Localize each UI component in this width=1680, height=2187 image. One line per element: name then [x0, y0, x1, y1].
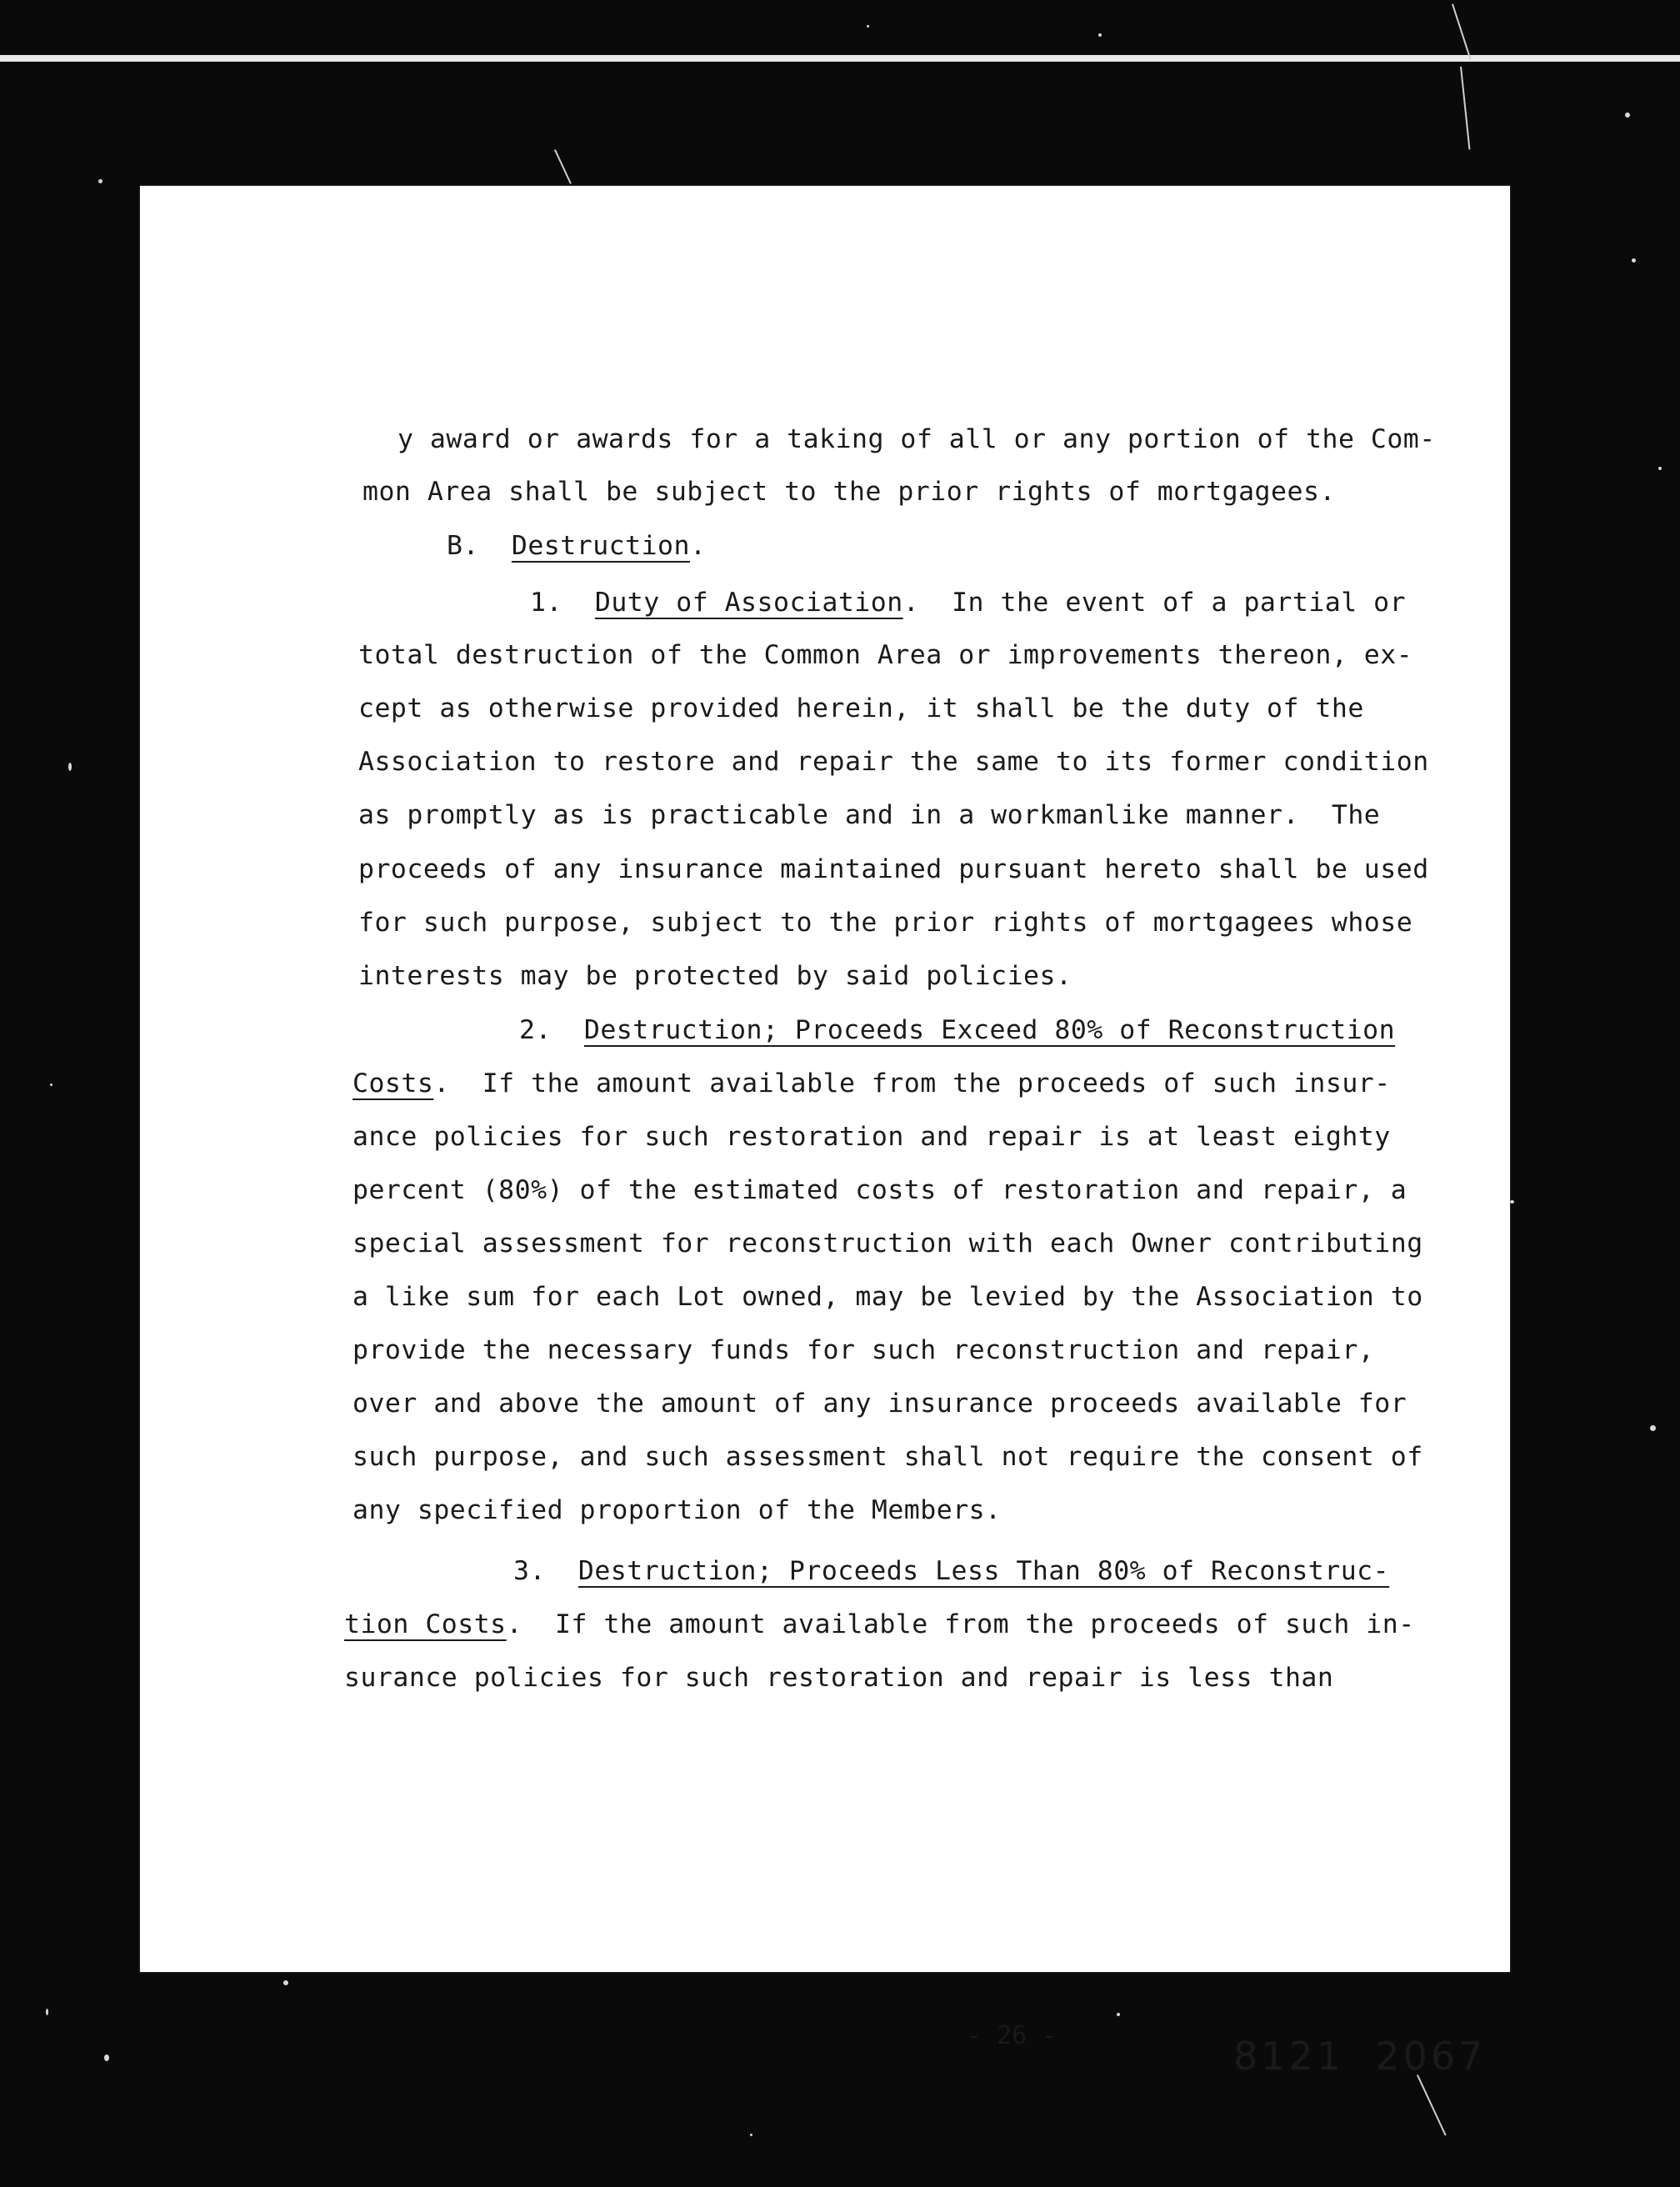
speck [68, 763, 72, 771]
item-title: Duty of Association [594, 588, 903, 618]
scratch [1460, 67, 1470, 150]
section-label: B. [447, 531, 479, 561]
item-heading-3 [513, 1554, 1389, 1588]
speck [1650, 1425, 1656, 1431]
item-title-cont: Costs [352, 1068, 434, 1099]
body-line: ance policies for such restoration and repair is at least eighty [352, 1122, 1391, 1152]
speck [104, 2054, 109, 2061]
document-number: 8121 2067 [1233, 2034, 1487, 2079]
scratch [1452, 3, 1472, 59]
body-line: percent (80%) of the estimated costs of restoration and repair, a [352, 1175, 1408, 1205]
speck [867, 25, 869, 28]
speck [750, 2134, 752, 2136]
body-line: such purpose, and such assessment shall not require the consent of [352, 1442, 1423, 1472]
body-line: cept as otherwise provided herein, it shall be the duty of the [358, 693, 1364, 723]
body-line: surance policies for such restoration and repair is less than [344, 1663, 1334, 1693]
scratch [1417, 2074, 1447, 2135]
body-line: y award or awards for a taking of all or any portion of the Com- [398, 424, 1436, 454]
item-title-cont: tion Costs [344, 1609, 507, 1639]
item-number: 3. [513, 1556, 546, 1586]
section-title: Destruction [511, 531, 690, 561]
scratch [554, 149, 572, 184]
body-line: over and above the amount of any insurance proceeds available for [352, 1389, 1408, 1419]
item-number: 2. [519, 1015, 552, 1045]
speck [98, 179, 102, 183]
item-title: Destruction; Proceeds Less Than 80% of Reconstruc- [578, 1556, 1390, 1586]
item-title: Destruction; Proceeds Exceed 80% of Reconstruction [583, 1015, 1396, 1045]
speck [283, 1980, 288, 1985]
body-line: total destruction of the Common Area or improvements thereon, ex- [358, 640, 1413, 670]
document-page [140, 186, 1510, 2079]
speck [1658, 467, 1662, 470]
section-title-punct: . [690, 531, 707, 561]
speck [1098, 33, 1102, 37]
scan-top-rule [0, 55, 1680, 62]
page-number: - 26 - [967, 2021, 1058, 2050]
speck [1625, 113, 1630, 118]
body-line: Association to restore and repair the same to its former condition [358, 747, 1429, 777]
body-line: as promptly as is practicable and in a workmanlike manner. The [358, 800, 1381, 830]
item-number: 1. [530, 588, 562, 618]
body-line: special assessment for reconstruction with each Owner contributing [352, 1229, 1423, 1259]
item-heading-2 [519, 1013, 1395, 1047]
speck [46, 2009, 48, 2015]
speck [1117, 2013, 1120, 2016]
body-line: interests may be protected by said policies. [358, 961, 1072, 991]
item-heading-1 [530, 586, 1406, 619]
body-line: for such purpose, subject to the prior rights of mortgagees whose [358, 908, 1413, 938]
speck [1632, 258, 1636, 263]
item-heading-2-cont [352, 1067, 1391, 1100]
speck [1510, 1200, 1514, 1204]
item-heading-3-cont [344, 1608, 1415, 1641]
body-line: a like sum for each Lot owned, may be levied by the Association to [352, 1282, 1423, 1312]
speck [50, 1083, 52, 1086]
body-line: proceeds of any insurance maintained pursuant hereto shall be used [358, 854, 1429, 884]
body-line: . If the amount available from the proceeds of such insur- [433, 1068, 1391, 1099]
body-line: . In the event of a partial or [902, 588, 1407, 618]
body-line: any specified proportion of the Members. [352, 1495, 1002, 1525]
body-line: mon Area shall be subject to the prior rights of mortgagees. [362, 477, 1336, 507]
section-heading-b [447, 529, 706, 563]
body-line: . If the amount available from the proceeds of such in- [506, 1609, 1415, 1639]
body-line: provide the necessary funds for such reconstruction and repair, [352, 1335, 1375, 1365]
